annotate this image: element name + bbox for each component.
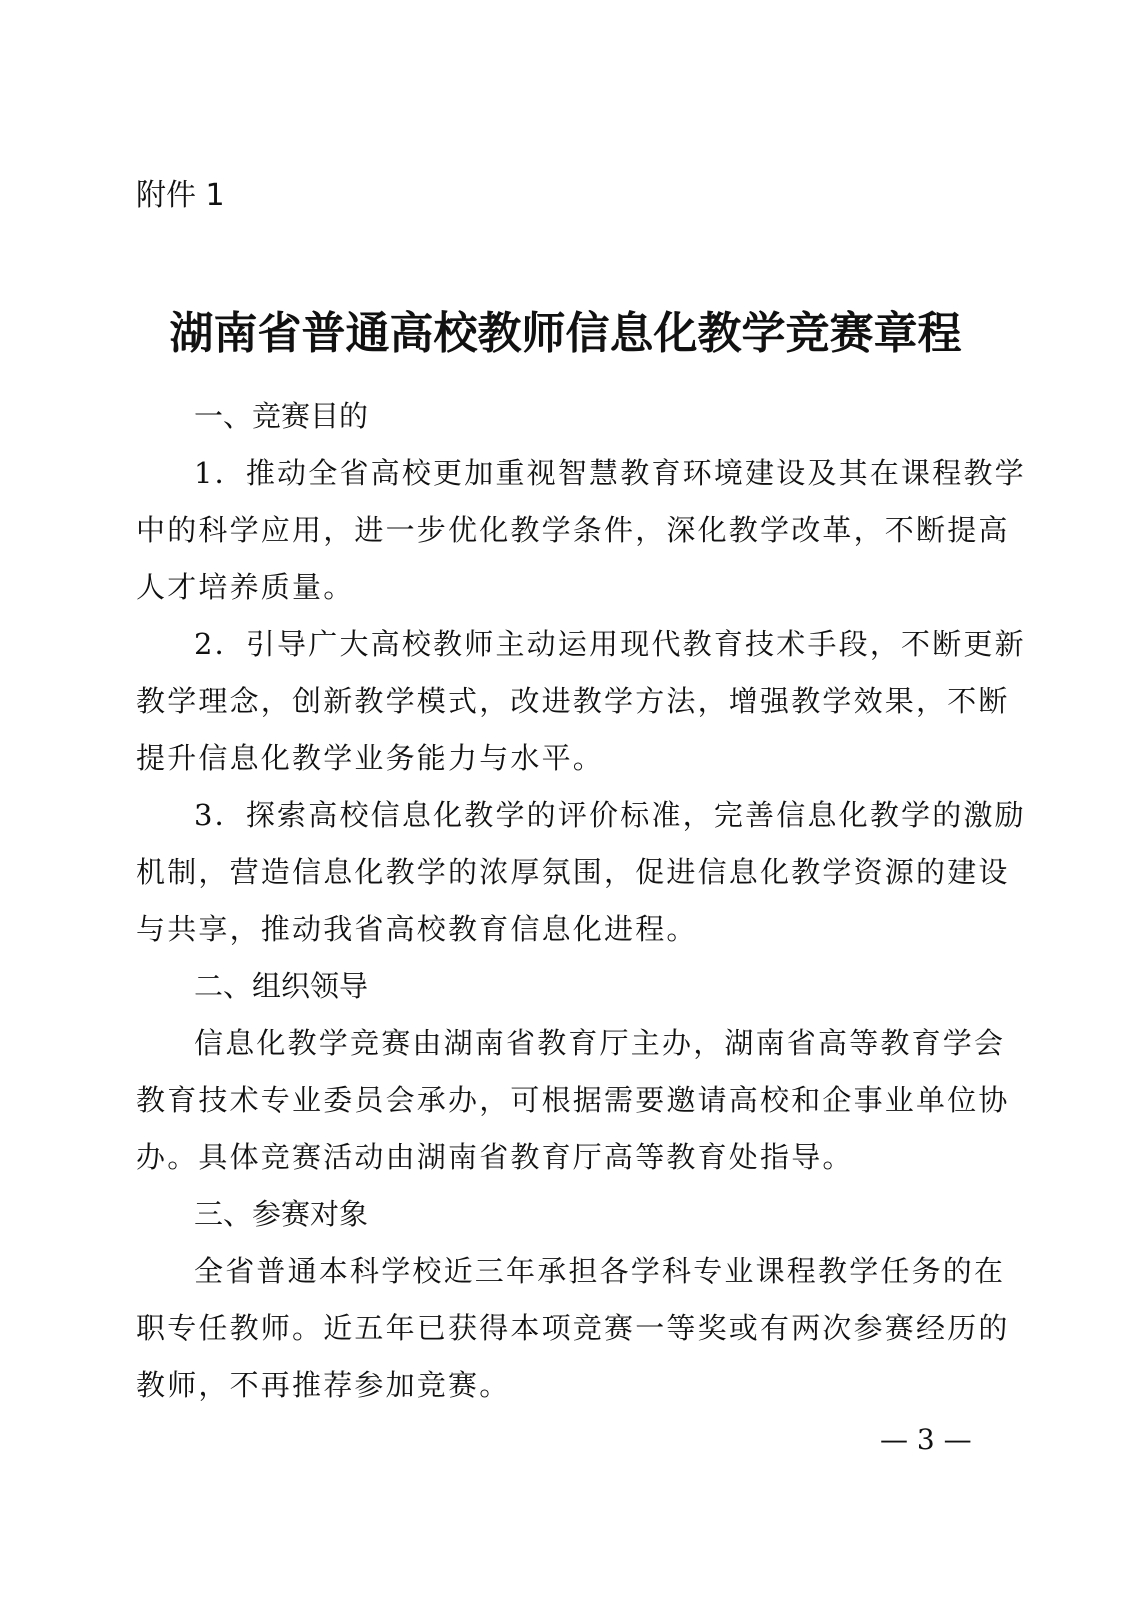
section-heading-participants: 三、参赛对象 (194, 1197, 369, 1231)
paragraph (136, 445, 1026, 616)
paragraph (136, 787, 1026, 958)
paragraph-line: 教师，不再推荐参加竞赛。 (136, 1368, 511, 1402)
paragraph-line: 信息化教学竞赛由湖南省教育厅主办，湖南省高等教育学会 (194, 1026, 1006, 1060)
document-body (136, 388, 1026, 1414)
paragraph-line: 人才培养质量。 (136, 570, 355, 604)
paragraph (136, 1015, 1010, 1186)
paragraph-line: 职专任教师。近五年已获得本项竞赛一等奖或有两次参赛经历的 (136, 1311, 1010, 1345)
paragraph-line: 机制，营造信息化教学的浓厚氛围，促进信息化教学资源的建设 (136, 855, 1010, 889)
paragraph (136, 616, 1026, 787)
paragraph-line: 办。具体竞赛活动由湖南省教育厅高等教育处指导。 (136, 1140, 854, 1174)
paragraph-line: 中的科学应用，进一步优化教学条件，深化教学改革，不断提高 (136, 513, 1010, 547)
paragraph-line: 3．探索高校信息化教学的评价标准，完善信息化教学的激励 (194, 798, 1026, 832)
paragraph-line: 提升信息化教学业务能力与水平。 (136, 741, 605, 775)
section-heading-purpose: 一、竞赛目的 (194, 399, 369, 433)
paragraph-line: 与共享，推动我省高校教育信息化进程。 (136, 912, 698, 946)
paragraph-line: 1．推动全省高校更加重视智慧教育环境建设及其在课程教学 (194, 456, 1026, 490)
section-heading-organization: 二、组织领导 (194, 969, 369, 1003)
document-title: 湖南省普通高校教师信息化教学竞赛章程 (169, 308, 962, 360)
page-number: — 3 — (880, 1423, 972, 1456)
paragraph (136, 1243, 1010, 1414)
paragraph-line: 教育技术专业委员会承办，可根据需要邀请高校和企事业单位协 (136, 1083, 1010, 1117)
paragraph-line: 2．引导广大高校教师主动运用现代教育技术手段，不断更新 (194, 627, 1026, 661)
paragraph-line: 教学理念，创新教学模式，改进教学方法，增强教学效果，不断 (136, 684, 1010, 718)
paragraph-line: 全省普通本科学校近三年承担各学科专业课程教学任务的在 (194, 1254, 1006, 1288)
attachment-label: 附件 1 (136, 178, 225, 213)
